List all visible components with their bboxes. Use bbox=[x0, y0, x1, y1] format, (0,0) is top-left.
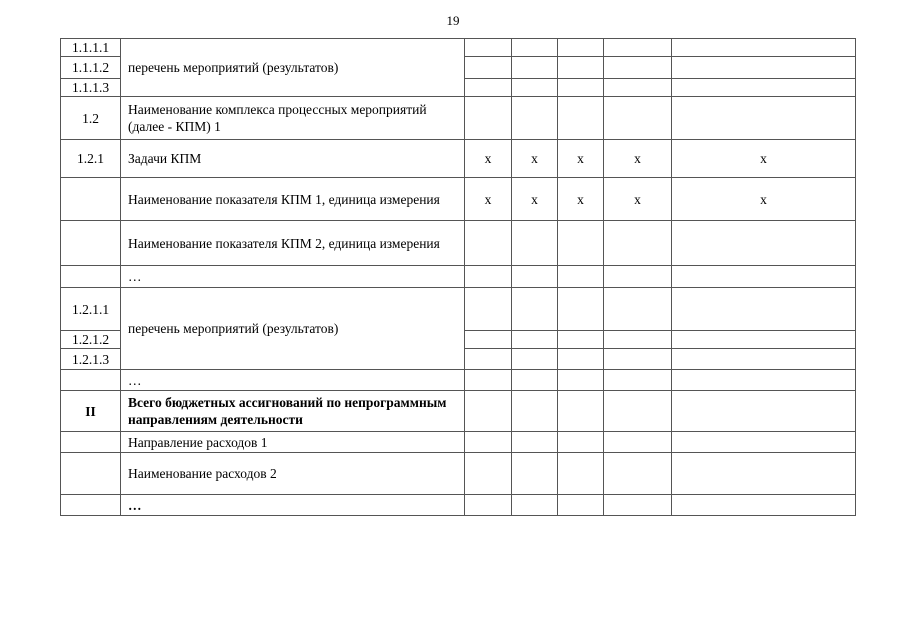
table-cell bbox=[604, 391, 672, 432]
table-cell bbox=[672, 453, 856, 495]
table-cell bbox=[558, 453, 604, 495]
table-cell bbox=[558, 221, 604, 266]
table-cell bbox=[512, 495, 558, 516]
table-cell bbox=[512, 79, 558, 97]
table-cell-mark: x bbox=[672, 178, 856, 221]
row-name: Наименование комплекса процессных мероприятий (далее - КПМ) 1 bbox=[121, 97, 465, 140]
table-cell bbox=[558, 391, 604, 432]
table-cell bbox=[512, 57, 558, 79]
table-cell bbox=[604, 79, 672, 97]
table-cell bbox=[604, 39, 672, 57]
table-cell bbox=[465, 39, 512, 57]
program-table bbox=[60, 38, 856, 516]
row-name: … bbox=[121, 495, 465, 516]
table-cell bbox=[604, 349, 672, 370]
table-cell bbox=[672, 331, 856, 349]
table-row bbox=[61, 288, 856, 331]
table-cell bbox=[558, 79, 604, 97]
table-cell bbox=[672, 39, 856, 57]
table-cell bbox=[672, 79, 856, 97]
table-cell bbox=[512, 221, 558, 266]
row-code: 1.2.1.1 bbox=[61, 288, 121, 331]
row-name: Направление расходов 1 bbox=[121, 432, 465, 453]
table-cell bbox=[604, 97, 672, 140]
table-row bbox=[61, 178, 856, 221]
table-row bbox=[61, 495, 856, 516]
table-cell bbox=[465, 79, 512, 97]
table-row bbox=[61, 39, 856, 57]
table-cell bbox=[512, 97, 558, 140]
table-cell bbox=[465, 370, 512, 391]
table-cell bbox=[512, 331, 558, 349]
table-row bbox=[61, 432, 856, 453]
table-cell bbox=[465, 97, 512, 140]
table-cell-mark: x bbox=[465, 178, 512, 221]
table-cell bbox=[465, 331, 512, 349]
table-cell bbox=[604, 57, 672, 79]
table-cell bbox=[604, 266, 672, 288]
table-cell bbox=[558, 349, 604, 370]
table-cell bbox=[465, 221, 512, 266]
table-row bbox=[61, 266, 856, 288]
page-number: 19 bbox=[446, 13, 460, 28]
table-cell-mark: x bbox=[558, 140, 604, 178]
table-cell bbox=[465, 288, 512, 331]
table-cell-mark: x bbox=[512, 140, 558, 178]
row-name: перечень мероприятий (результатов) bbox=[121, 39, 465, 97]
table-row bbox=[61, 453, 856, 495]
table-cell bbox=[558, 495, 604, 516]
table-cell-mark: x bbox=[672, 140, 856, 178]
table-cell-mark: x bbox=[604, 178, 672, 221]
table-row bbox=[61, 370, 856, 391]
table-cell bbox=[558, 266, 604, 288]
table-cell bbox=[604, 432, 672, 453]
row-code bbox=[61, 221, 121, 266]
row-name: перечень мероприятий (результатов) bbox=[121, 288, 465, 370]
table-cell bbox=[672, 266, 856, 288]
table-cell bbox=[558, 288, 604, 331]
row-code bbox=[61, 495, 121, 516]
table-cell-mark: x bbox=[604, 140, 672, 178]
table-cell bbox=[512, 391, 558, 432]
row-code: 1.2.1.2 bbox=[61, 331, 121, 349]
table-cell-mark: x bbox=[512, 178, 558, 221]
table-cell bbox=[465, 349, 512, 370]
row-code bbox=[61, 453, 121, 495]
table-cell bbox=[465, 495, 512, 516]
table-cell bbox=[672, 370, 856, 391]
row-name: Всего бюджетных ассигнований по непрограммным направлениям деятельности bbox=[121, 391, 465, 432]
row-name: Наименование расходов 2 bbox=[121, 453, 465, 495]
table-cell bbox=[672, 288, 856, 331]
table-cell bbox=[512, 266, 558, 288]
row-name: … bbox=[121, 266, 465, 288]
row-name: Наименование показателя КПМ 1, единица измерения bbox=[121, 178, 465, 221]
table-cell bbox=[558, 432, 604, 453]
table-cell bbox=[558, 331, 604, 349]
table-cell bbox=[672, 391, 856, 432]
table-cell bbox=[672, 495, 856, 516]
table-cell bbox=[558, 370, 604, 391]
table-cell bbox=[604, 370, 672, 391]
row-code: 1.1.1.2 bbox=[61, 57, 121, 79]
row-code: 1.2 bbox=[61, 97, 121, 140]
table-cell bbox=[558, 39, 604, 57]
table-cell bbox=[465, 432, 512, 453]
row-code: 1.2.1 bbox=[61, 140, 121, 178]
table-cell bbox=[604, 453, 672, 495]
table-cell bbox=[672, 97, 856, 140]
table-cell bbox=[512, 288, 558, 331]
row-code bbox=[61, 178, 121, 221]
table-cell bbox=[604, 331, 672, 349]
table-cell bbox=[512, 432, 558, 453]
row-code: 1.2.1.3 bbox=[61, 349, 121, 370]
table-row bbox=[61, 140, 856, 178]
table-cell bbox=[465, 266, 512, 288]
table-cell bbox=[465, 453, 512, 495]
table-row bbox=[61, 97, 856, 140]
row-code bbox=[61, 370, 121, 391]
table-cell bbox=[604, 495, 672, 516]
table-cell bbox=[604, 221, 672, 266]
table-cell bbox=[558, 97, 604, 140]
row-name: Задачи КПМ bbox=[121, 140, 465, 178]
table-cell bbox=[465, 57, 512, 79]
row-name: Наименование показателя КПМ 2, единица измерения bbox=[121, 221, 465, 266]
table-cell bbox=[672, 57, 856, 79]
table-cell bbox=[512, 349, 558, 370]
table-cell bbox=[672, 221, 856, 266]
table-cell bbox=[558, 57, 604, 79]
row-code: 1.1.1.1 bbox=[61, 39, 121, 57]
table-row bbox=[61, 391, 856, 432]
table-cell bbox=[512, 370, 558, 391]
row-name: … bbox=[121, 370, 465, 391]
table-cell-mark: x bbox=[465, 140, 512, 178]
row-code bbox=[61, 432, 121, 453]
table-cell-mark: x bbox=[558, 178, 604, 221]
table-row bbox=[61, 221, 856, 266]
table-cell bbox=[465, 391, 512, 432]
table-cell bbox=[672, 349, 856, 370]
table-cell bbox=[512, 453, 558, 495]
row-code bbox=[61, 266, 121, 288]
table-cell bbox=[512, 39, 558, 57]
row-code: II bbox=[61, 391, 121, 432]
table-cell bbox=[604, 288, 672, 331]
row-code: 1.1.1.3 bbox=[61, 79, 121, 97]
table-cell bbox=[672, 432, 856, 453]
